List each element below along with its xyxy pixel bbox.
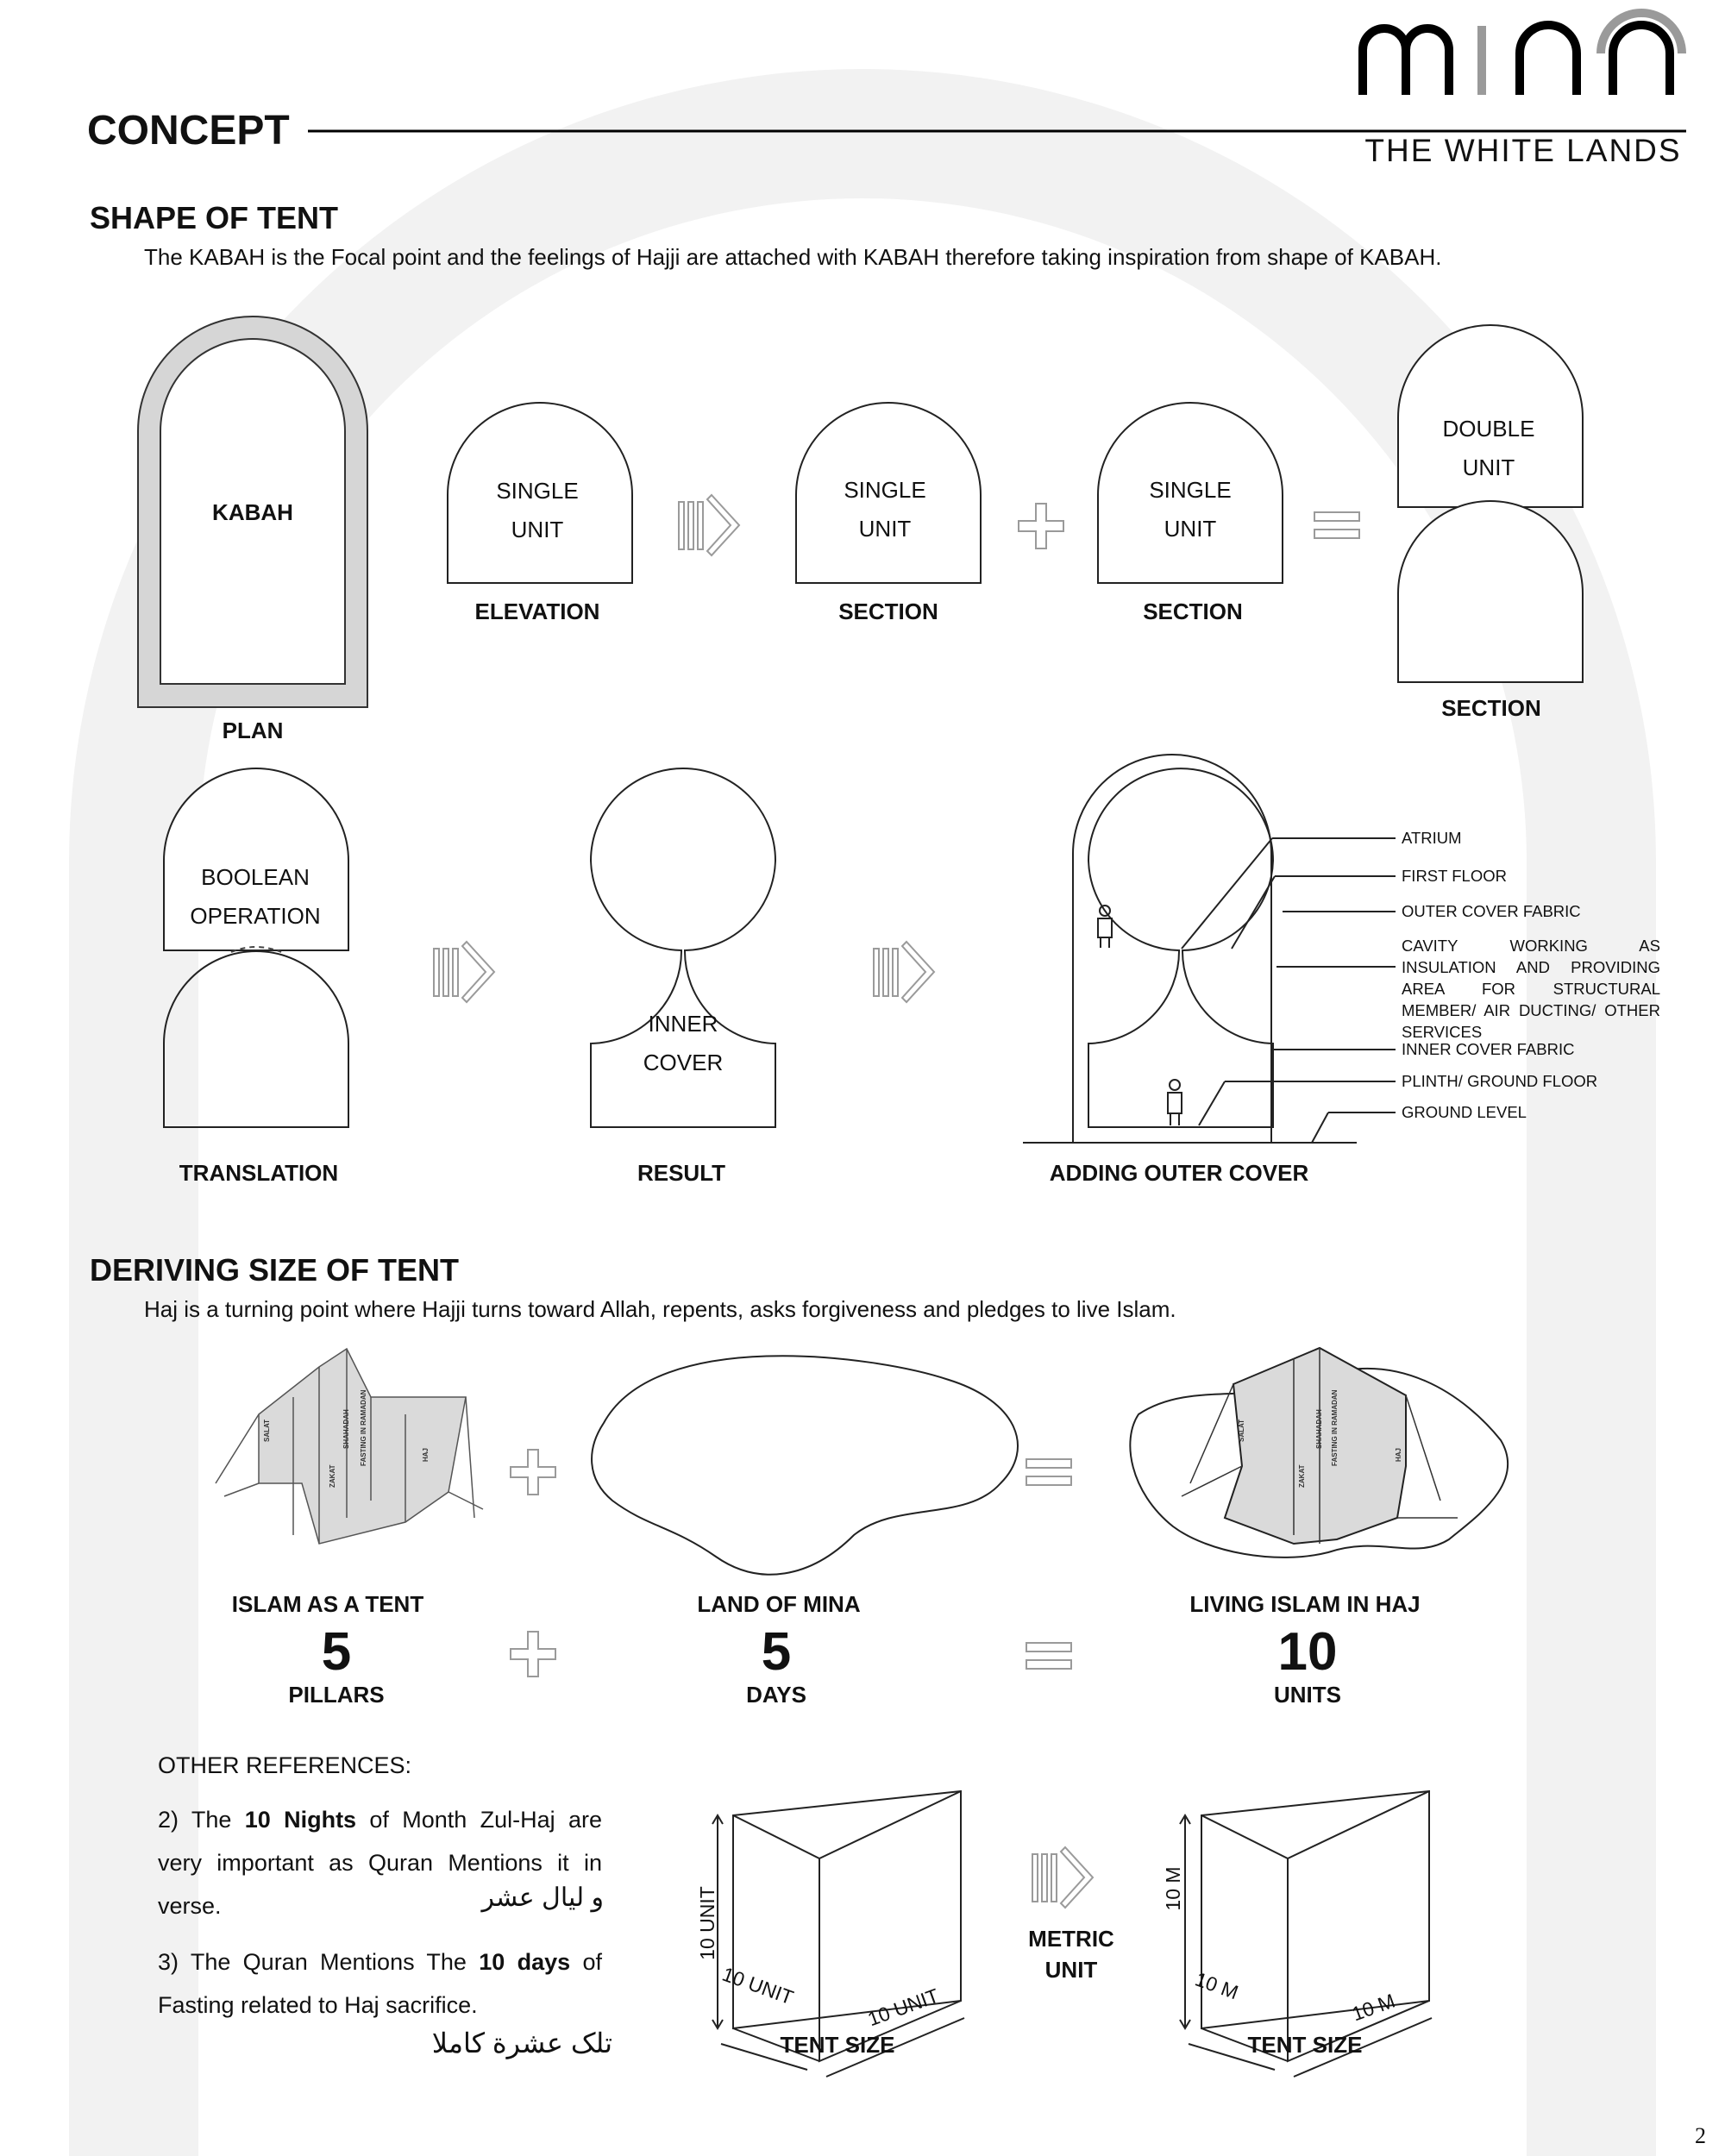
plan-caption: PLAN xyxy=(222,718,284,743)
item-land-label: LAND OF MINA xyxy=(697,1591,861,1617)
page-number: 2 xyxy=(1695,2123,1706,2148)
translation-line1: BOOLEAN xyxy=(201,864,310,890)
section-b-caption: SECTION xyxy=(1143,599,1243,624)
section-a-line2: UNIT xyxy=(858,516,912,542)
section-b-line2: UNIT xyxy=(1164,516,1217,542)
ref2-pre: 2) The xyxy=(158,1807,245,1833)
result-line2: COVER xyxy=(643,1050,724,1075)
references-heading: OTHER REFERENCES: xyxy=(158,1752,412,1778)
pillar-label-6: SALAT xyxy=(1238,1419,1245,1442)
pillar-label-10: HAJ xyxy=(1395,1447,1402,1462)
ref2-post: of Month Zul-Haj are very important as Quran Mentions it in verse. xyxy=(158,1807,602,1919)
translation-line2: OPERATION xyxy=(190,903,321,929)
section-b-line1: SINGLE xyxy=(1149,477,1232,503)
metric-label-2: UNIT xyxy=(1044,1957,1098,1983)
callout-inner-fabric: INNER COVER FABRIC xyxy=(1402,1040,1575,1058)
section-a-line1: SINGLE xyxy=(844,477,926,503)
item-land-unit: DAYS xyxy=(746,1682,806,1708)
translation-caption: TRANSLATION xyxy=(179,1160,339,1186)
metric-label-1: METRIC xyxy=(1028,1926,1114,1952)
item-tent-number: 5 xyxy=(321,1622,352,1682)
pillar-label-9: ZAKAT xyxy=(1298,1464,1306,1488)
left-height-label: 10 UNIT xyxy=(696,1886,718,1960)
shape-section-intro: The KABAH is the Focal point and the feelings of Hajji are attached with KABAH therefore taking inspiration from shape of KABAH. xyxy=(144,244,1442,270)
left-width-label: 10 UNIT xyxy=(864,1984,942,2031)
item-land-number: 5 xyxy=(761,1622,792,1682)
right-cube-caption: TENT SIZE xyxy=(1247,2032,1363,2058)
logo-subtitle: THE WHITE LANDS xyxy=(1364,133,1682,168)
callout-plinth: PLINTH/ GROUND FLOOR xyxy=(1402,1072,1598,1090)
callout-outer-fabric: OUTER COVER FABRIC xyxy=(1402,902,1581,920)
section-a-caption: SECTION xyxy=(838,599,938,624)
page-title: CONCEPT xyxy=(87,108,290,154)
ref3-bold: 10 days xyxy=(479,1949,571,1975)
callout-atrium: ATRIUM xyxy=(1402,829,1462,847)
pillar-label-4: ZAKAT xyxy=(329,1464,336,1488)
pillar-label-7: SHAHADAH xyxy=(1315,1409,1323,1449)
outer-cover-caption: ADDING OUTER COVER xyxy=(1049,1160,1309,1186)
item-haj-label: LIVING ISLAM IN HAJ xyxy=(1189,1591,1421,1617)
callout-cavity: CAVITY WORKING AS INSULATION AND PROVIDING AREA FOR STRUCTURAL MEMBER/ AIR DUCTING/ OTHER SERVICES xyxy=(1402,937,1660,1041)
item-haj-number: 10 xyxy=(1277,1622,1338,1682)
elevation-line2: UNIT xyxy=(511,517,564,542)
result-caption: RESULT xyxy=(637,1160,726,1186)
pillar-label-8: FASTING IN RAMADAN xyxy=(1331,1389,1339,1466)
size-section-intro: Haj is a turning point where Hajji turns toward Allah, repents, asks forgiveness and pledges to live Islam. xyxy=(144,1296,1176,1322)
ref3-post: of Fasting related to Haj sacrifice. xyxy=(158,1949,602,2018)
item-haj-unit: UNITS xyxy=(1274,1682,1341,1708)
plan-inner-label: KABAH xyxy=(212,499,293,525)
callout-first-floor: FIRST FLOOR xyxy=(1402,867,1507,885)
ref3-arabic: تلک عشرة كاملا xyxy=(431,2028,612,2059)
elevation-caption: ELEVATION xyxy=(474,599,600,624)
logo-mark xyxy=(1363,13,1682,95)
size-section-heading: DERIVING SIZE OF TENT xyxy=(90,1252,460,1288)
pillar-label-2: SHAHADAH xyxy=(342,1409,350,1449)
double-line2: UNIT xyxy=(1462,454,1515,480)
double-caption: SECTION xyxy=(1441,695,1541,721)
ref2-bold: 10 Nights xyxy=(244,1807,357,1833)
ref2-arabic: و ليال عشر xyxy=(481,1883,604,1912)
ref3-pre: 3) The Quran Mentions The xyxy=(158,1949,480,1975)
pillar-label-3: FASTING IN RAMADAN xyxy=(360,1389,367,1466)
pillar-label-5: HAJ xyxy=(422,1447,430,1462)
right-height-label: 10 M xyxy=(1162,1866,1184,1911)
result-line1: INNER xyxy=(648,1011,718,1037)
right-depth-label: 10 M xyxy=(1192,1967,1242,2004)
item-tent-label: ISLAM AS A TENT xyxy=(231,1591,424,1617)
shape-section-heading: SHAPE OF TENT xyxy=(90,200,339,235)
pillar-label-1: SALAT xyxy=(263,1419,271,1442)
callout-ground-level: GROUND LEVEL xyxy=(1402,1103,1527,1121)
item-tent-unit: PILLARS xyxy=(288,1682,385,1708)
reference-3 xyxy=(158,1940,602,2027)
left-depth-label: 10 UNIT xyxy=(719,1962,797,2009)
elevation-line1: SINGLE xyxy=(496,478,579,504)
right-width-label: 10 M xyxy=(1348,1989,1398,2026)
left-cube-caption: TENT SIZE xyxy=(780,2032,895,2058)
double-line1: DOUBLE xyxy=(1442,416,1535,442)
